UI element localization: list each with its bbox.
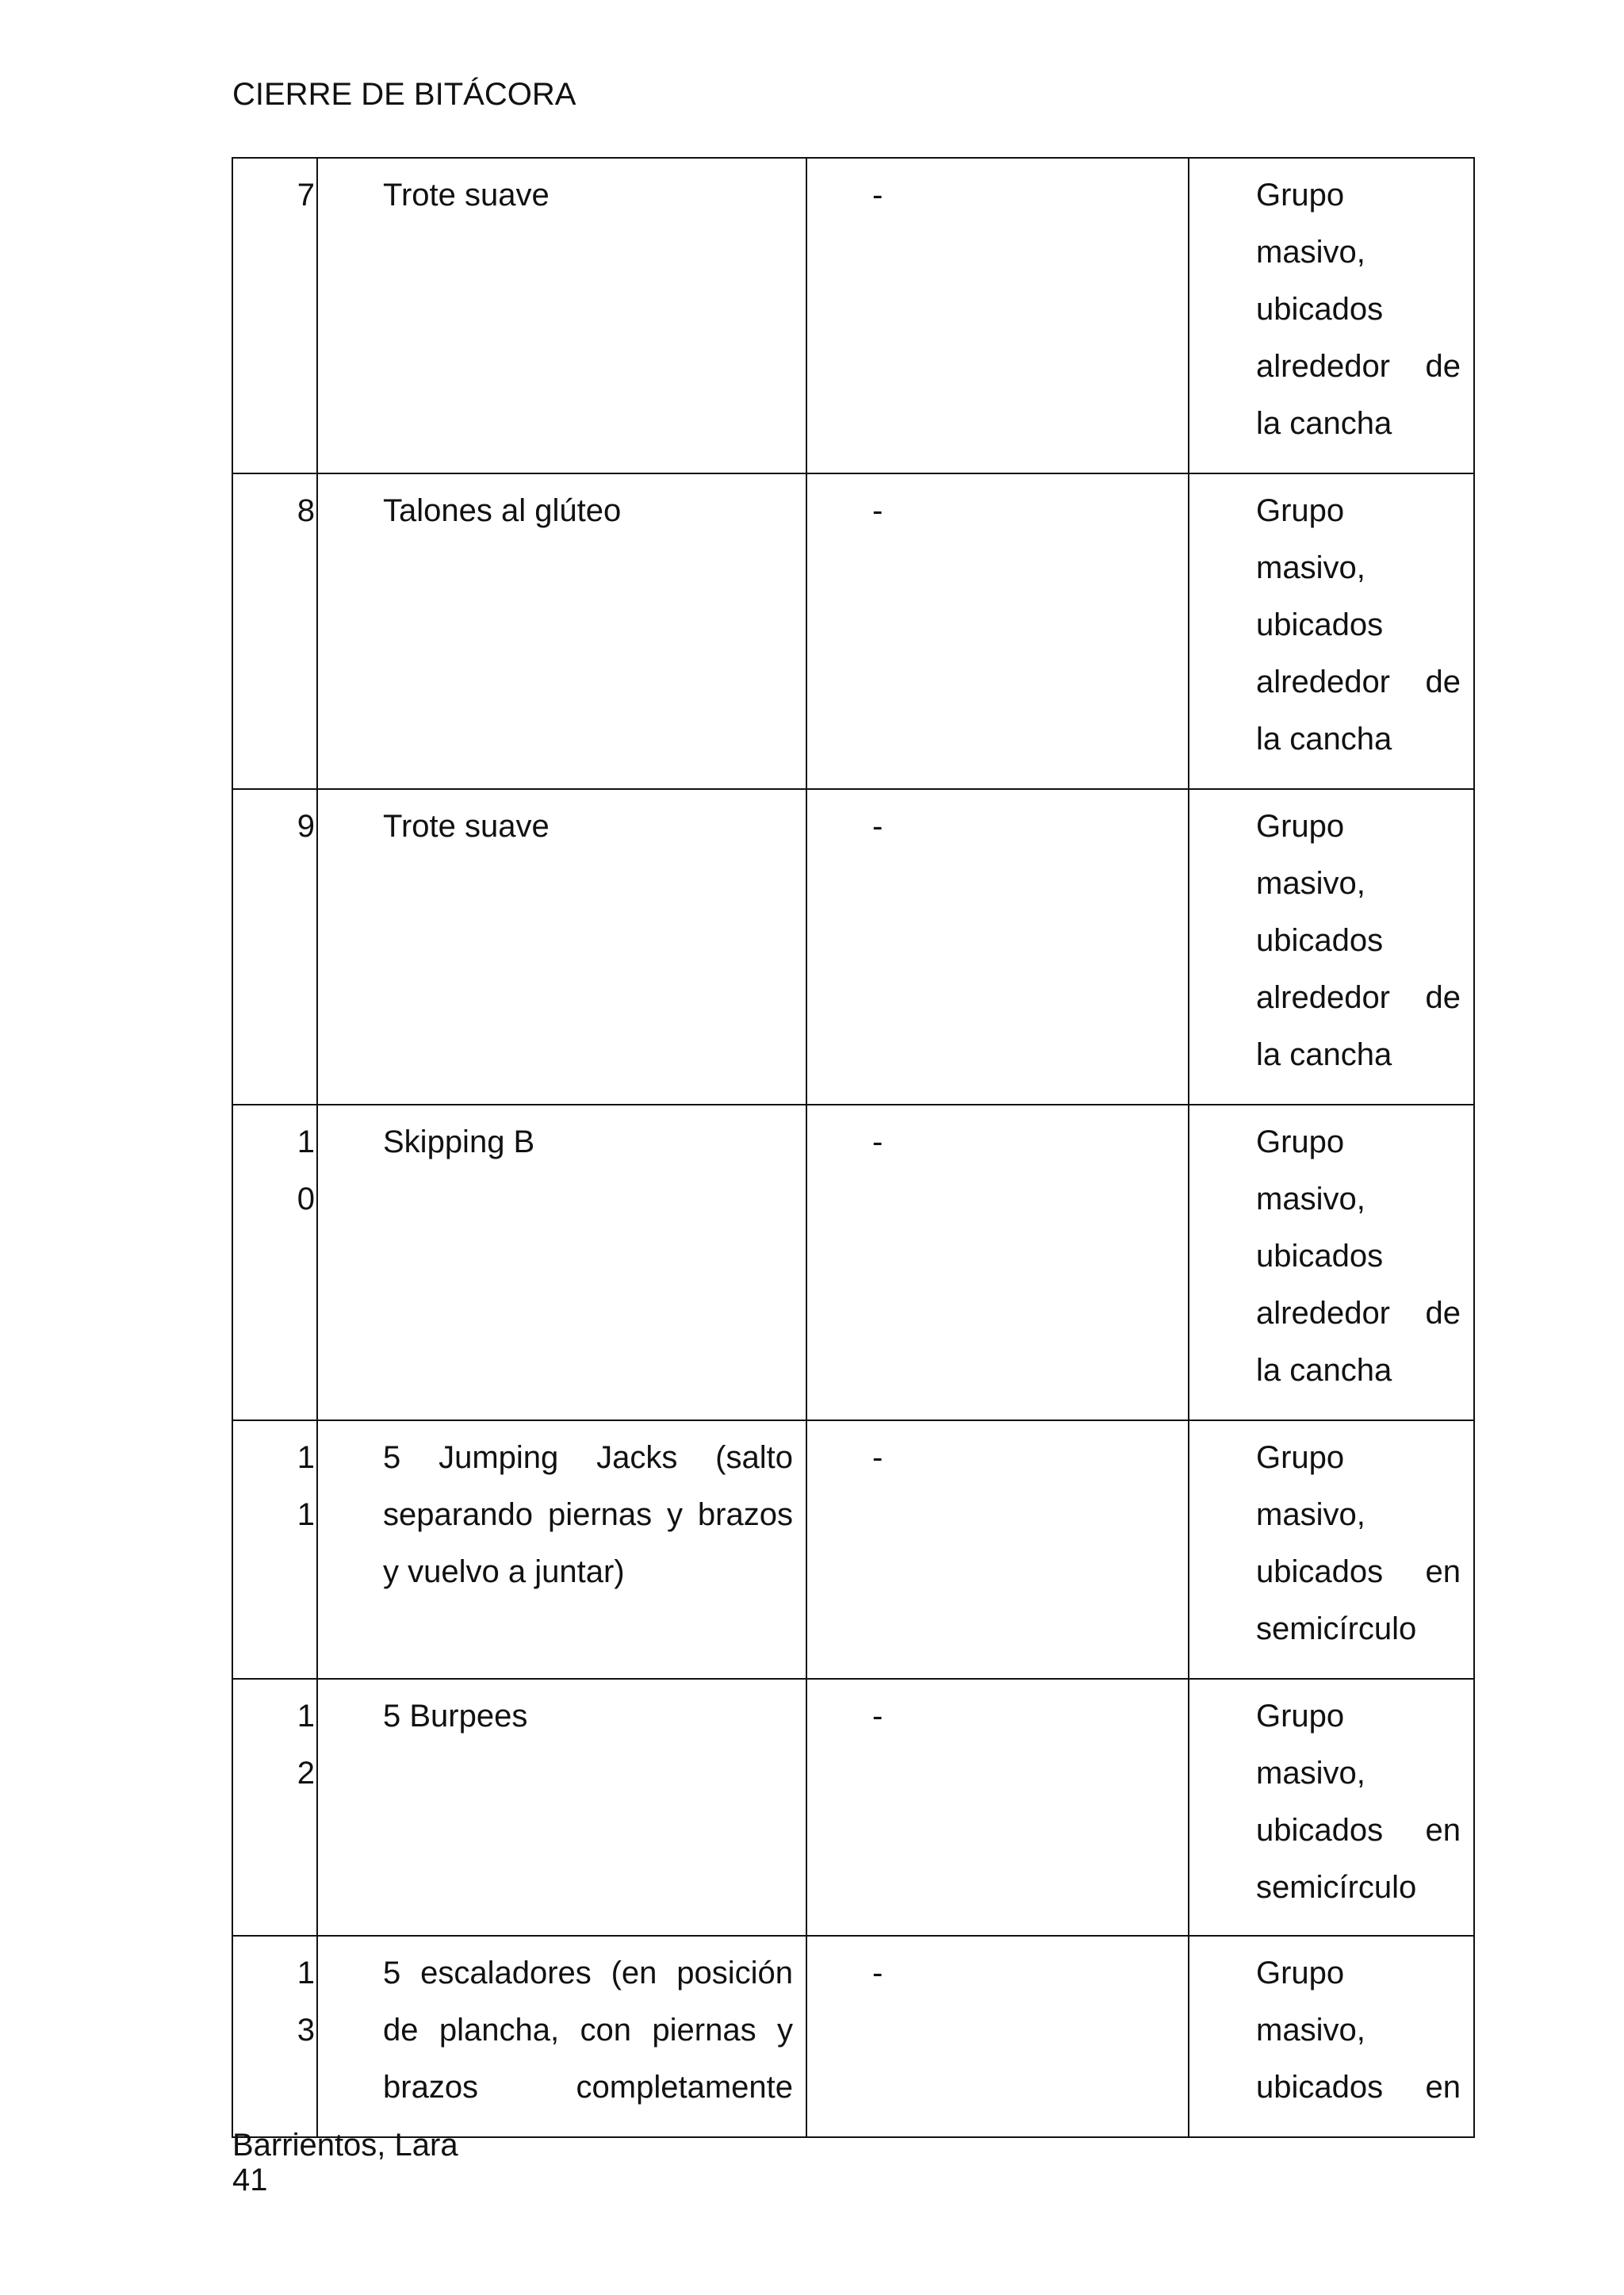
activity-line: Skipping B [383,1125,535,1159]
row-number-text: 11 [297,1440,315,1532]
organization-cell [1189,1420,1474,1679]
material-cell: - [806,1936,1189,2137]
row-number-text: 7 [297,178,315,213]
organization-cell [1189,1105,1474,1420]
activity-line: Trote suave [383,809,550,844]
row-number [232,473,317,789]
organization-line: masivo, [1256,550,1365,585]
organization-line: masivo, [1256,1497,1365,1532]
organization-line: ubicados [1256,923,1384,958]
row-number [232,1420,317,1679]
row-number [232,1679,317,1936]
table-row [232,789,1474,1105]
organization-line: masivo, [1256,1182,1365,1216]
activity-line: brazos completamente [383,2070,793,2105]
organization-line: Grupo [1256,1125,1345,1159]
organization-line: la cancha [1256,1353,1392,1388]
organization-line: masivo, [1256,866,1365,901]
row-number-text: 10 [297,1125,315,1216]
activity-cell [317,1679,806,1936]
organization-line: Grupo [1256,1440,1345,1475]
organization-line: ubicados [1256,607,1384,642]
row-number [232,158,317,473]
organization-cell [1189,789,1474,1105]
material-cell: - [806,158,1189,473]
activity-cell [317,473,806,789]
activity-cell [317,1936,806,2137]
material-cell: - [806,789,1189,1105]
row-number [232,789,317,1105]
page-number: 41 [232,2163,268,2197]
organization-line: semicírculo [1256,1870,1417,1905]
organization-line: Grupo [1256,178,1345,213]
activity-line: y vuelvo a juntar) [383,1554,625,1589]
row-number [232,1105,317,1420]
activity-cell [317,158,806,473]
organization-line: Grupo [1256,493,1345,528]
organization-line: la cancha [1256,722,1392,757]
row-number-text: 13 [297,1956,315,2048]
material-cell: - [806,1105,1189,1420]
organization-line: ubicados en [1256,1554,1461,1589]
organization-line: Grupo [1256,1699,1345,1734]
activity-line: 5 Jumping Jacks (salto [383,1440,793,1475]
material-cell: - [806,1679,1189,1936]
organization-line: la cancha [1256,1037,1392,1072]
table-row [232,473,1474,789]
footer-author: Barrientos, Lara [232,2128,458,2163]
organization-line: ubicados en [1256,2070,1461,2105]
table-row [232,158,1474,473]
organization-line: ubicados [1256,1239,1384,1274]
organization-line: masivo, [1256,1756,1365,1791]
organization-line: ubicados en [1256,1813,1461,1848]
activity-cell [317,1105,806,1420]
activity-cell [317,1420,806,1679]
organization-line: masivo, [1256,235,1365,270]
activity-cell [317,789,806,1105]
organization-cell [1189,1679,1474,1936]
row-number-text: 9 [297,809,315,844]
table-row [232,1936,1474,2137]
organization-line: la cancha [1256,406,1392,441]
organization-line: masivo, [1256,2013,1365,2048]
activity-line: 5 Burpees [383,1699,528,1734]
activity-table-body [232,158,1474,2137]
organization-line: alrededor de [1256,665,1461,699]
activity-line: separando piernas y brazos [383,1497,793,1532]
organization-line: ubicados [1256,292,1384,327]
material-cell: - [806,1420,1189,1679]
row-number [232,1936,317,2137]
organization-line: Grupo [1256,1956,1345,1990]
activity-line: Talones al glúteo [383,493,622,528]
activity-line: 5 escaladores (en posición [383,1956,793,1990]
activity-line: Trote suave [383,178,550,213]
activity-table [232,157,1475,2138]
row-number-text: 8 [297,493,315,528]
organization-line: semicírculo [1256,1611,1417,1646]
table-row [232,1420,1474,1679]
organization-cell [1189,158,1474,473]
activity-line: de plancha, con piernas y [383,2013,793,2048]
document-header-title: CIERRE DE BITÁCORA [232,77,576,112]
table-row [232,1679,1474,1936]
row-number-text: 12 [297,1699,315,1791]
organization-line: alrededor de [1256,980,1461,1015]
table-row [232,1105,1474,1420]
organization-cell [1189,473,1474,789]
organization-line: Grupo [1256,809,1345,844]
organization-line: alrededor de [1256,349,1461,384]
organization-cell [1189,1936,1474,2137]
organization-line: alrededor de [1256,1296,1461,1331]
material-cell: - [806,473,1189,789]
